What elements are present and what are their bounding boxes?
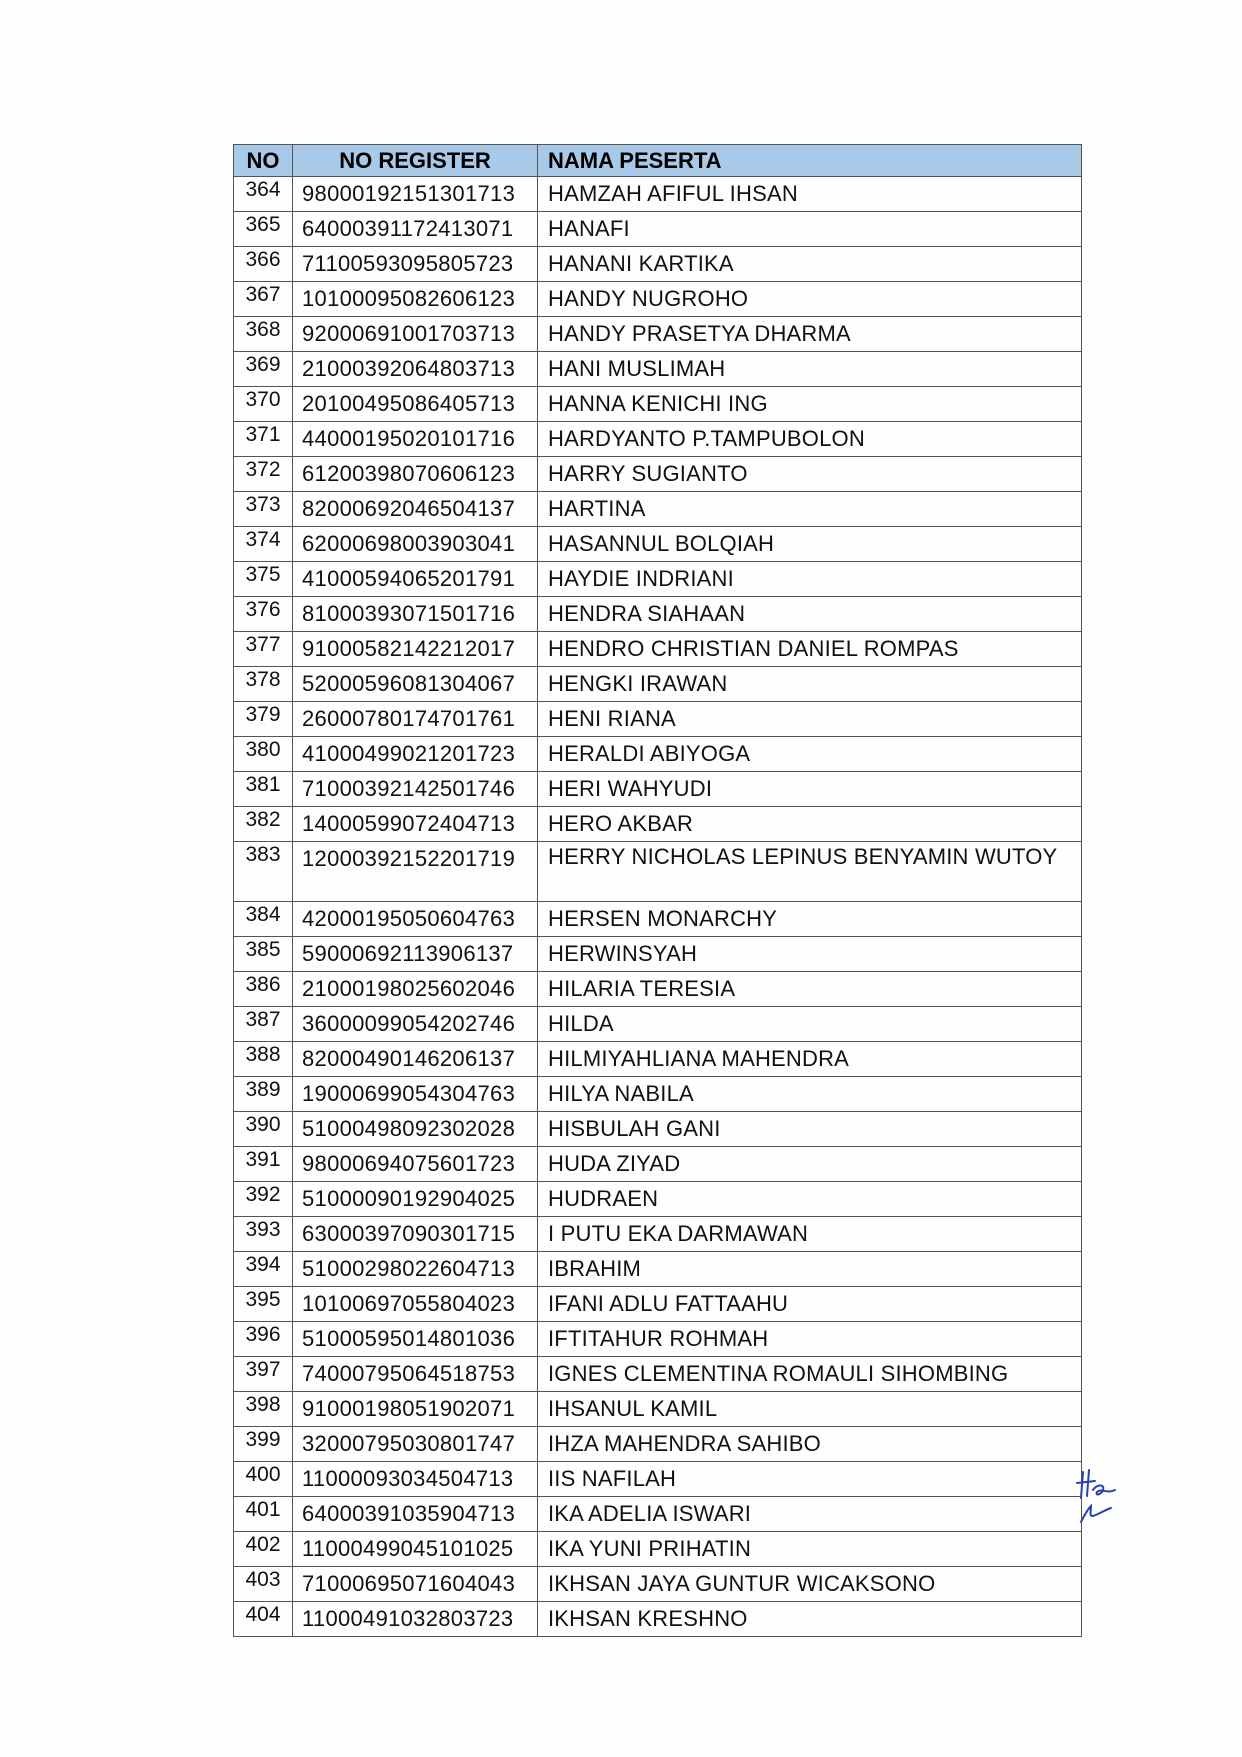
row-register-number: 21000198025602046 xyxy=(293,972,538,1007)
row-number: 368 xyxy=(234,317,293,352)
table-row xyxy=(234,737,1082,772)
table-row xyxy=(234,632,1082,667)
row-participant-name: HERI WAHYUDI xyxy=(538,772,1082,807)
table-row xyxy=(234,1497,1082,1532)
row-register-number: 41000594065201791 xyxy=(293,562,538,597)
table-row xyxy=(234,1112,1082,1147)
row-register-number: 10100095082606123 xyxy=(293,282,538,317)
row-register-number: 14000599072404713 xyxy=(293,807,538,842)
row-participant-name: HARRY SUGIANTO xyxy=(538,457,1082,492)
row-number: 388 xyxy=(234,1042,293,1077)
row-number: 399 xyxy=(234,1427,293,1462)
row-number: 393 xyxy=(234,1217,293,1252)
table-row xyxy=(234,1567,1082,1602)
row-participant-name: HASANNUL BOLQIAH xyxy=(538,527,1082,562)
row-number: 387 xyxy=(234,1007,293,1042)
row-register-number: 36000099054202746 xyxy=(293,1007,538,1042)
row-register-number: 51000595014801036 xyxy=(293,1322,538,1357)
row-register-number: 20100495086405713 xyxy=(293,387,538,422)
column-header-name: NAMA PESERTA xyxy=(538,145,1082,177)
table-row xyxy=(234,1322,1082,1357)
row-participant-name: HERWINSYAH xyxy=(538,937,1082,972)
row-participant-name: IBRAHIM xyxy=(538,1252,1082,1287)
row-participant-name: HAYDIE INDRIANI xyxy=(538,562,1082,597)
row-register-number: 51000498092302028 xyxy=(293,1112,538,1147)
row-number: 392 xyxy=(234,1182,293,1217)
row-participant-name: HANANI KARTIKA xyxy=(538,247,1082,282)
table-row xyxy=(234,527,1082,562)
column-header-no: NO xyxy=(234,145,293,177)
row-register-number: 62000698003903041 xyxy=(293,527,538,562)
table-row xyxy=(234,1357,1082,1392)
row-participant-name: HILARIA TERESIA xyxy=(538,972,1082,1007)
row-register-number: 98000694075601723 xyxy=(293,1147,538,1182)
row-register-number: 11000499045101025 xyxy=(293,1532,538,1567)
row-register-number: 51000090192904025 xyxy=(293,1182,538,1217)
row-participant-name: HENDRA SIAHAAN xyxy=(538,597,1082,632)
row-register-number: 41000499021201723 xyxy=(293,737,538,772)
table-row xyxy=(234,902,1082,937)
row-register-number: 64000391035904713 xyxy=(293,1497,538,1532)
row-participant-name: HERALDI ABIYOGA xyxy=(538,737,1082,772)
table-row xyxy=(234,212,1082,247)
table-row xyxy=(234,352,1082,387)
row-number: 374 xyxy=(234,527,293,562)
row-number: 395 xyxy=(234,1287,293,1322)
row-number: 366 xyxy=(234,247,293,282)
table-row xyxy=(234,282,1082,317)
row-participant-name: HARDYANTO P.TAMPUBOLON xyxy=(538,422,1082,457)
table-row xyxy=(234,1147,1082,1182)
row-participant-name: HERRY NICHOLAS LEPINUS BENYAMIN WUTOY xyxy=(538,842,1082,902)
table-row xyxy=(234,1077,1082,1112)
column-header-register: NO REGISTER xyxy=(293,145,538,177)
row-number: 401 xyxy=(234,1497,293,1532)
row-register-number: 10100697055804023 xyxy=(293,1287,538,1322)
row-register-number: 82000490146206137 xyxy=(293,1042,538,1077)
table-row xyxy=(234,317,1082,352)
row-number: 384 xyxy=(234,902,293,937)
table-row xyxy=(234,807,1082,842)
table-row xyxy=(234,1427,1082,1462)
row-number: 364 xyxy=(234,177,293,212)
row-register-number: 61200398070606123 xyxy=(293,457,538,492)
row-number: 397 xyxy=(234,1357,293,1392)
row-participant-name: HANDY NUGROHO xyxy=(538,282,1082,317)
row-number: 382 xyxy=(234,807,293,842)
row-number: 391 xyxy=(234,1147,293,1182)
table-row xyxy=(234,562,1082,597)
row-register-number: 92000691001703713 xyxy=(293,317,538,352)
row-number: 376 xyxy=(234,597,293,632)
row-register-number: 42000195050604763 xyxy=(293,902,538,937)
row-register-number: 12000392152201719 xyxy=(293,842,538,902)
table-row xyxy=(234,937,1082,972)
table-row xyxy=(234,702,1082,737)
row-participant-name: IHZA MAHENDRA SAHIBO xyxy=(538,1427,1082,1462)
row-participant-name: IIS NAFILAH xyxy=(538,1462,1082,1497)
row-register-number: 82000692046504137 xyxy=(293,492,538,527)
row-number: 369 xyxy=(234,352,293,387)
row-number: 367 xyxy=(234,282,293,317)
row-participant-name: HANDY PRASETYA DHARMA xyxy=(538,317,1082,352)
row-participant-name: HERO AKBAR xyxy=(538,807,1082,842)
row-number: 400 xyxy=(234,1462,293,1497)
row-participant-name: HANNA KENICHI ING xyxy=(538,387,1082,422)
table-row xyxy=(234,1182,1082,1217)
row-participant-name: IFTITAHUR ROHMAH xyxy=(538,1322,1082,1357)
row-number: 386 xyxy=(234,972,293,1007)
table-row xyxy=(234,457,1082,492)
row-number: 371 xyxy=(234,422,293,457)
row-number: 375 xyxy=(234,562,293,597)
table-row xyxy=(234,1042,1082,1077)
table-row xyxy=(234,177,1082,212)
row-participant-name: IKA ADELIA ISWARI xyxy=(538,1497,1082,1532)
table-row xyxy=(234,772,1082,807)
row-number: 396 xyxy=(234,1322,293,1357)
row-participant-name: IKHSAN JAYA GUNTUR WICAKSONO xyxy=(538,1567,1082,1602)
row-participant-name: HILYA NABILA xyxy=(538,1077,1082,1112)
row-number: 378 xyxy=(234,667,293,702)
row-register-number: 63000397090301715 xyxy=(293,1217,538,1252)
row-number: 389 xyxy=(234,1077,293,1112)
row-register-number: 91000582142212017 xyxy=(293,632,538,667)
row-participant-name: HENGKI IRAWAN xyxy=(538,667,1082,702)
table-row xyxy=(234,1462,1082,1497)
table-row xyxy=(234,1007,1082,1042)
row-register-number: 11000093034504713 xyxy=(293,1462,538,1497)
table-row xyxy=(234,1217,1082,1252)
row-number: 381 xyxy=(234,772,293,807)
row-participant-name: HILMIYAHLIANA MAHENDRA xyxy=(538,1042,1082,1077)
row-number: 394 xyxy=(234,1252,293,1287)
table-row xyxy=(234,597,1082,632)
row-number: 383 xyxy=(234,842,293,902)
row-number: 380 xyxy=(234,737,293,772)
row-participant-name: I PUTU EKA DARMAWAN xyxy=(538,1217,1082,1252)
row-participant-name: HISBULAH GANI xyxy=(538,1112,1082,1147)
table-row xyxy=(234,667,1082,702)
row-number: 385 xyxy=(234,937,293,972)
table-header-row xyxy=(234,145,1082,177)
row-participant-name: HAMZAH AFIFUL IHSAN xyxy=(538,177,1082,212)
row-register-number: 64000391172413071 xyxy=(293,212,538,247)
row-register-number: 91000198051902071 xyxy=(293,1392,538,1427)
table-row xyxy=(234,1252,1082,1287)
row-register-number: 51000298022604713 xyxy=(293,1252,538,1287)
row-register-number: 44000195020101716 xyxy=(293,422,538,457)
row-number: 372 xyxy=(234,457,293,492)
row-participant-name: HILDA xyxy=(538,1007,1082,1042)
table-row xyxy=(234,492,1082,527)
row-number: 373 xyxy=(234,492,293,527)
row-register-number: 98000192151301713 xyxy=(293,177,538,212)
row-register-number: 71000695071604043 xyxy=(293,1567,538,1602)
row-number: 403 xyxy=(234,1567,293,1602)
row-participant-name: HERSEN MONARCHY xyxy=(538,902,1082,937)
table-row xyxy=(234,1287,1082,1322)
row-number: 404 xyxy=(234,1602,293,1637)
table-row xyxy=(234,1532,1082,1567)
table-row xyxy=(234,387,1082,422)
handwritten-initials xyxy=(1075,1466,1125,1526)
row-register-number: 81000393071501716 xyxy=(293,597,538,632)
row-participant-name: HENDRO CHRISTIAN DANIEL ROMPAS xyxy=(538,632,1082,667)
row-participant-name: HUDRAEN xyxy=(538,1182,1082,1217)
row-register-number: 71000392142501746 xyxy=(293,772,538,807)
row-register-number: 74000795064518753 xyxy=(293,1357,538,1392)
table-row xyxy=(234,1392,1082,1427)
row-register-number: 21000392064803713 xyxy=(293,352,538,387)
row-register-number: 11000491032803723 xyxy=(293,1602,538,1637)
row-participant-name: HARTINA xyxy=(538,492,1082,527)
table-row xyxy=(234,422,1082,457)
row-number: 398 xyxy=(234,1392,293,1427)
participant-table xyxy=(233,144,1082,1637)
row-participant-name: IKA YUNI PRIHATIN xyxy=(538,1532,1082,1567)
table-row xyxy=(234,972,1082,1007)
row-participant-name: IGNES CLEMENTINA ROMAULI SIHOMBING xyxy=(538,1357,1082,1392)
row-participant-name: IHSANUL KAMIL xyxy=(538,1392,1082,1427)
table-row xyxy=(234,247,1082,282)
row-participant-name: HENI RIANA xyxy=(538,702,1082,737)
row-number: 370 xyxy=(234,387,293,422)
table-body xyxy=(234,177,1082,1637)
row-number: 377 xyxy=(234,632,293,667)
row-participant-name: IKHSAN KRESHNO xyxy=(538,1602,1082,1637)
row-number: 365 xyxy=(234,212,293,247)
row-participant-name: IFANI ADLU FATTAAHU xyxy=(538,1287,1082,1322)
row-participant-name: HUDA ZIYAD xyxy=(538,1147,1082,1182)
row-register-number: 26000780174701761 xyxy=(293,702,538,737)
row-register-number: 19000699054304763 xyxy=(293,1077,538,1112)
row-register-number: 71100593095805723 xyxy=(293,247,538,282)
row-participant-name: HANAFI xyxy=(538,212,1082,247)
row-number: 402 xyxy=(234,1532,293,1567)
row-register-number: 32000795030801747 xyxy=(293,1427,538,1462)
row-register-number: 52000596081304067 xyxy=(293,667,538,702)
row-number: 390 xyxy=(234,1112,293,1147)
row-register-number: 59000692113906137 xyxy=(293,937,538,972)
table-row xyxy=(234,1602,1082,1637)
row-number: 379 xyxy=(234,702,293,737)
row-participant-name: HANI MUSLIMAH xyxy=(538,352,1082,387)
table-row xyxy=(234,842,1082,902)
